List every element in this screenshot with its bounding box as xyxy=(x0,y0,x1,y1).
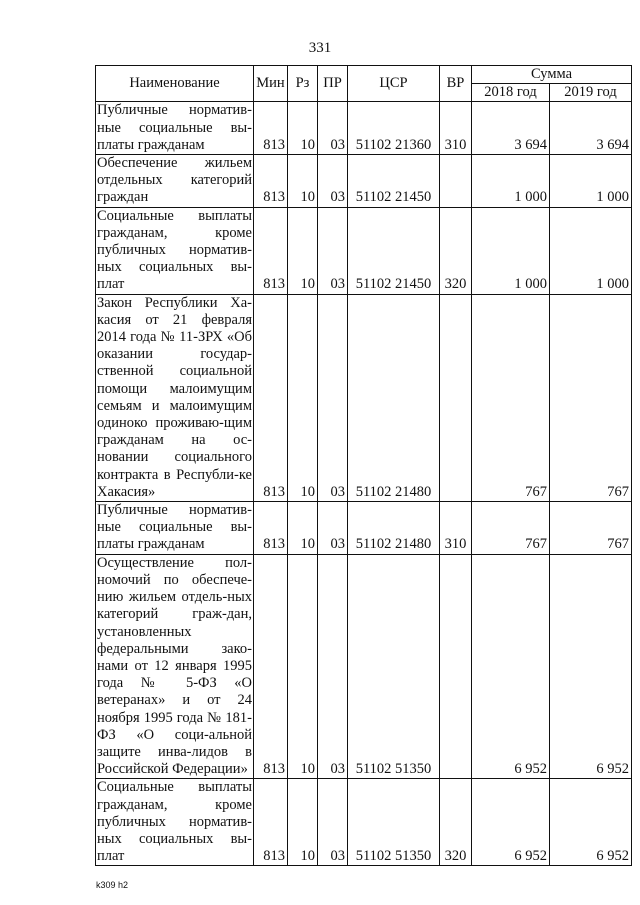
footer-code: k309 h2 xyxy=(96,880,129,890)
row-name: Социальные выплаты гражданам, кроме публичных норматив-ных социальных вы-плат xyxy=(97,779,252,865)
row-rz: 10 xyxy=(288,779,318,866)
row-vr: 320 xyxy=(440,207,472,294)
row-rz: 10 xyxy=(288,155,318,208)
row-vr: 310 xyxy=(440,102,472,155)
row-min: 813 xyxy=(254,102,288,155)
row-sum-2018: 3 694 xyxy=(472,102,550,155)
row-min: 813 xyxy=(254,779,288,866)
row-name: Обеспечение жильем отдельных категорий граждан xyxy=(97,155,252,206)
row-vr: 320 xyxy=(440,779,472,866)
row-pr: 03 xyxy=(318,207,348,294)
row-vr xyxy=(440,554,472,779)
table-row xyxy=(96,294,632,501)
row-name: Закон Республики Ха-касия от 21 февраля 2014 года № 11-ЗРХ «Об оказании государ-ственной социальной помощи малоимущим семьям и малоимущим одиноко проживаю-щим гражданам на ос-новании социального контракта в Республи-ке Хакасия» xyxy=(97,294,252,500)
header-min: Мин xyxy=(254,66,288,102)
row-csr: 51102 21360 xyxy=(348,102,440,155)
table-row xyxy=(96,502,632,555)
row-sum-2019: 1 000 xyxy=(550,155,632,208)
row-csr: 51102 51350 xyxy=(348,779,440,866)
row-csr: 51102 21450 xyxy=(348,207,440,294)
row-name: Социальные выплаты гражданам, кроме публичных норматив-ных социальных вы-плат xyxy=(97,207,252,293)
row-name: Публичные норматив-ные социальные вы-платы гражданам xyxy=(97,102,252,153)
row-min: 813 xyxy=(254,207,288,294)
row-sum-2018: 6 952 xyxy=(472,554,550,779)
row-rz: 10 xyxy=(288,102,318,155)
row-sum-2018: 1 000 xyxy=(472,207,550,294)
row-pr: 03 xyxy=(318,502,348,555)
row-min: 813 xyxy=(254,502,288,555)
row-sum-2018: 1 000 xyxy=(472,155,550,208)
row-sum-2018: 767 xyxy=(472,502,550,555)
header-sum: Сумма xyxy=(472,66,632,84)
row-pr: 03 xyxy=(318,102,348,155)
row-csr: 51102 21450 xyxy=(348,155,440,208)
row-sum-2019: 6 952 xyxy=(550,554,632,779)
row-min: 813 xyxy=(254,294,288,501)
row-pr: 03 xyxy=(318,779,348,866)
row-csr: 51102 21480 xyxy=(348,502,440,555)
header-name: Наименование xyxy=(96,66,254,102)
header-year-2019: 2019 год xyxy=(550,84,632,102)
header-year-2018: 2018 год xyxy=(472,84,550,102)
row-sum-2018: 6 952 xyxy=(472,779,550,866)
header-pr: ПР xyxy=(318,66,348,102)
row-sum-2019: 767 xyxy=(550,294,632,501)
table-row xyxy=(96,779,632,866)
row-csr: 51102 51350 xyxy=(348,554,440,779)
row-rz: 10 xyxy=(288,502,318,555)
table-row xyxy=(96,155,632,208)
header-vr: ВР xyxy=(440,66,472,102)
table-row xyxy=(96,102,632,155)
table-row xyxy=(96,554,632,779)
row-sum-2019: 3 694 xyxy=(550,102,632,155)
row-rz: 10 xyxy=(288,294,318,501)
header-rz: Рз xyxy=(288,66,318,102)
row-sum-2019: 1 000 xyxy=(550,207,632,294)
row-name: Осуществление пол-номочий по обеспече-нию жильем отдель-ных категорий граж-дан, установленных федеральными зако-нами от 12 января 1995 года № 5-ФЗ «О ветеранах» и от 24 ноября 1995 года № 181-ФЗ «О соци-альной защите инва-лидов в Российской Федерации» xyxy=(97,554,252,778)
row-vr xyxy=(440,155,472,208)
row-rz: 10 xyxy=(288,554,318,779)
row-sum-2019: 767 xyxy=(550,502,632,555)
row-sum-2018: 767 xyxy=(472,294,550,501)
row-pr: 03 xyxy=(318,294,348,501)
row-vr: 310 xyxy=(440,502,472,555)
row-min: 813 xyxy=(254,155,288,208)
header-csr: ЦСР xyxy=(348,66,440,102)
row-name: Публичные норматив-ные социальные вы-платы гражданам xyxy=(97,502,252,553)
budget-table xyxy=(95,65,632,866)
table-row xyxy=(96,207,632,294)
row-pr: 03 xyxy=(318,554,348,779)
row-sum-2019: 6 952 xyxy=(550,779,632,866)
row-csr: 51102 21480 xyxy=(348,294,440,501)
row-vr xyxy=(440,294,472,501)
row-min: 813 xyxy=(254,554,288,779)
row-rz: 10 xyxy=(288,207,318,294)
page-number: 331 xyxy=(308,40,332,56)
row-pr: 03 xyxy=(318,155,348,208)
